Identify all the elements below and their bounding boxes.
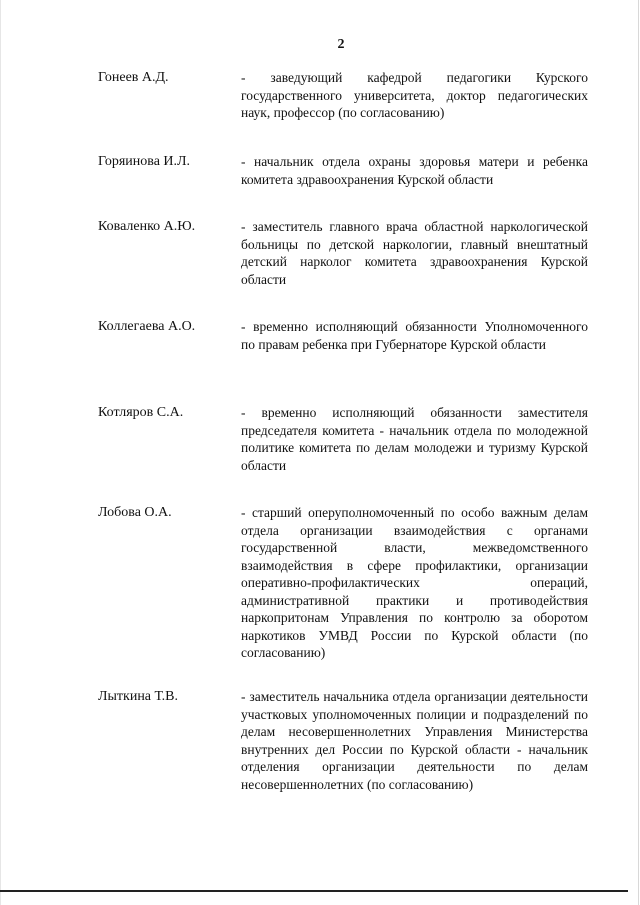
page-number: 2	[337, 37, 345, 52]
member-description: - заведующий кафедрой педагогики Курского государственного университета, доктор педагогических наук, профессор (по согласованию)	[241, 70, 588, 120]
member-description: - начальник отдела охраны здоровья матери и ребенка комитета здравоохранения Курской области	[241, 154, 588, 187]
member-name: Коваленко А.Ю.	[98, 219, 196, 234]
member-name: Гонеев А.Д.	[98, 70, 169, 85]
member-description: - старший оперуполномоченный по особо важным делам отдела организации взаимодействия с органами государственной власти, межведомственного взаимодействия в сфере профилактики, организации оперативно-профилактических операций, административной практики и противодействия наркопритонам Управления по контролю за оборотом наркотиков УМВД России по Курской области (по согласованию)	[241, 505, 588, 660]
member-name: Коллегаева А.О.	[98, 319, 196, 334]
member-description: - временно исполняющий обязанности Уполномоченного по правам ребенка при Губернаторе Курской области	[241, 319, 588, 352]
scan-bottom-line	[0, 890, 628, 892]
member-name: Лыткина Т.В.	[98, 689, 179, 704]
member-description: - временно исполняющий обязанности заместителя председателя комитета - начальник отдела по молодежной политике комитета по делам молодежи и туризму Курской области	[241, 405, 588, 473]
member-name: Лобова О.А.	[98, 505, 172, 520]
member-name: Котляров С.А.	[98, 405, 184, 420]
member-description: - заместитель начальника отдела организации деятельности участковых уполномоченных полиции и подразделений по делам несовершеннолетних Управления Министерства внутренних дел России по Курской области - начальник отделения организации деятельности по делам несовершеннолетних (по согласованию)	[241, 689, 588, 792]
member-name: Горяинова И.Л.	[98, 154, 191, 169]
scan-left-edge	[0, 0, 1, 905]
scan-right-edge	[638, 0, 639, 905]
member-description: - заместитель главного врача областной наркологической больницы по детской наркологии, главный внештатный детский нарколог комитета здравоохранения Курской области	[241, 219, 588, 287]
